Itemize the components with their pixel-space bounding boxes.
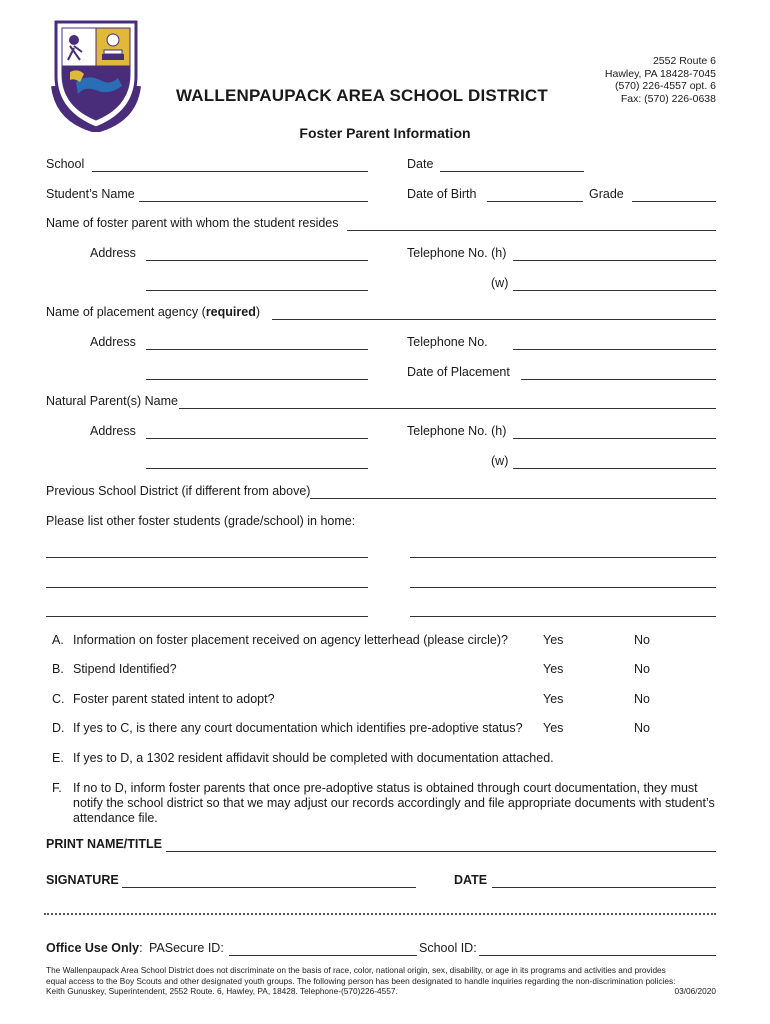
school-input[interactable] [92, 171, 368, 172]
separator-dotted-line [44, 913, 716, 915]
date-of-placement-input[interactable] [521, 379, 716, 380]
other-student-line[interactable] [46, 557, 368, 558]
foster-telephone-h-input[interactable] [513, 260, 716, 261]
district-address: 2552 Route 6 Hawley, PA 18428-7045 (570) 226-4557 opt. 6 Fax: (570) 226-0638 [604, 55, 716, 105]
school-id-input[interactable] [479, 955, 716, 956]
grade-label: Grade [589, 187, 624, 201]
print-name-input[interactable] [166, 851, 716, 852]
foster-parent-input[interactable] [347, 230, 716, 231]
parent-telephone-w-label: (w) [491, 454, 509, 468]
non-discrimination-footer: The Wallenpaupack Area School District does not discriminate on the basis of race, color, national origin, sex, disability, or age in its programs and activities and provides equal access to the Boy Scouts and other designated youth groups. The following person has been designated to handle inquiries regarding the non-discrimination policies: Keith Gunuskey, Superintendent, 2552 Route. 6, Hawley, PA, 18428. Telephone-(570)226-4557. 03/06/2020 [46, 965, 716, 996]
question-f-letter: F. [52, 781, 62, 795]
form-title: Foster Parent Information [299, 125, 471, 141]
question-c-no[interactable]: No [634, 692, 650, 706]
question-f-text: If no to D, inform foster parents that once pre-adoptive status is obtained through court documentation, they must notify the school district so that we may adjust our records accordingly and file appropriate documents with student’s attendance file. [73, 781, 715, 825]
question-d-letter: D. [52, 721, 65, 735]
date-input[interactable] [440, 171, 584, 172]
question-e-letter: E. [52, 751, 64, 765]
school-id-label: School ID: [419, 941, 477, 955]
signature-input[interactable] [122, 887, 416, 888]
question-d-yes[interactable]: Yes [543, 721, 564, 735]
district-crest-logo [48, 16, 144, 132]
question-a-yes[interactable]: Yes [543, 633, 564, 647]
signature-date-input[interactable] [492, 887, 716, 888]
placement-agency-label: Name of placement agency (required) [46, 305, 260, 319]
parent-address-input-1[interactable] [146, 438, 368, 439]
question-b-yes[interactable]: Yes [543, 662, 564, 676]
question-b-text: Stipend Identified? [73, 662, 177, 676]
district-name: WALLENPAUPACK AREA SCHOOL DISTRICT [176, 86, 548, 105]
other-student-line[interactable] [46, 587, 368, 588]
student-name-input[interactable] [139, 201, 368, 202]
foster-telephone-w-label: (w) [491, 276, 509, 290]
question-a-no[interactable]: No [634, 633, 650, 647]
question-d-text: If yes to C, is there any court documentation which identifies pre-adoptive status? [73, 721, 523, 735]
other-student-line[interactable] [410, 557, 716, 558]
question-a-letter: A. [52, 633, 64, 647]
signature-date-label: DATE [454, 873, 488, 887]
question-d-no[interactable]: No [634, 721, 650, 735]
date-label: Date [407, 157, 434, 171]
date-of-birth-input[interactable] [487, 201, 583, 202]
other-student-line[interactable] [46, 616, 368, 617]
question-c-letter: C. [52, 692, 65, 706]
placement-agency-input[interactable] [272, 319, 716, 320]
print-name-label: PRINT NAME/TITLE [46, 837, 162, 851]
date-of-placement-label: Date of Placement [407, 365, 510, 379]
other-student-line[interactable] [410, 587, 716, 588]
date-of-birth-label: Date of Birth [407, 187, 477, 201]
foster-parent-label: Name of foster parent with whom the student resides [46, 216, 339, 230]
other-student-line[interactable] [410, 616, 716, 617]
agency-address-label: Address [90, 335, 136, 349]
question-c-text: Foster parent stated intent to adopt? [73, 692, 275, 706]
student-name-label: Student’s Name [46, 187, 135, 201]
agency-telephone-label: Telephone No. [407, 335, 488, 349]
parent-telephone-h-label: Telephone No. (h) [407, 424, 507, 438]
pasecure-id-label: PASecure ID: [149, 941, 224, 955]
office-use-label: Office Use Only: [46, 941, 143, 955]
foster-telephone-w-input[interactable] [513, 290, 716, 291]
foster-address-input-1[interactable] [146, 260, 368, 261]
revision-date: 03/06/2020 [674, 986, 716, 996]
agency-telephone-input[interactable] [513, 349, 716, 350]
parent-telephone-h-input[interactable] [513, 438, 716, 439]
pasecure-id-input[interactable] [229, 955, 417, 956]
natural-parents-label: Natural Parent(s) Name [46, 394, 178, 408]
parent-address-input-2[interactable] [146, 468, 368, 469]
question-b-letter: B. [52, 662, 64, 676]
other-students-label: Please list other foster students (grade/school) in home: [46, 514, 356, 528]
school-label: School [46, 157, 85, 171]
grade-input[interactable] [632, 201, 716, 202]
parent-telephone-w-input[interactable] [513, 468, 716, 469]
question-b-no[interactable]: No [634, 662, 650, 676]
foster-telephone-h-label: Telephone No. (h) [407, 246, 507, 260]
signature-label: SIGNATURE [46, 873, 119, 887]
foster-address-label: Address [90, 246, 136, 260]
previous-district-label: Previous School District (if different from above) [46, 484, 311, 498]
agency-address-input-1[interactable] [146, 349, 368, 350]
question-e-text: If yes to D, a 1302 resident affidavit should be completed with documentation attached. [73, 751, 554, 765]
previous-district-input[interactable] [310, 498, 716, 499]
foster-address-input-2[interactable] [146, 290, 368, 291]
question-a-text: Information on foster placement received on agency letterhead (please circle)? [73, 633, 508, 647]
natural-parents-input[interactable] [179, 408, 716, 409]
agency-address-input-2[interactable] [146, 379, 368, 380]
question-c-yes[interactable]: Yes [543, 692, 564, 706]
parent-address-label: Address [90, 424, 136, 438]
